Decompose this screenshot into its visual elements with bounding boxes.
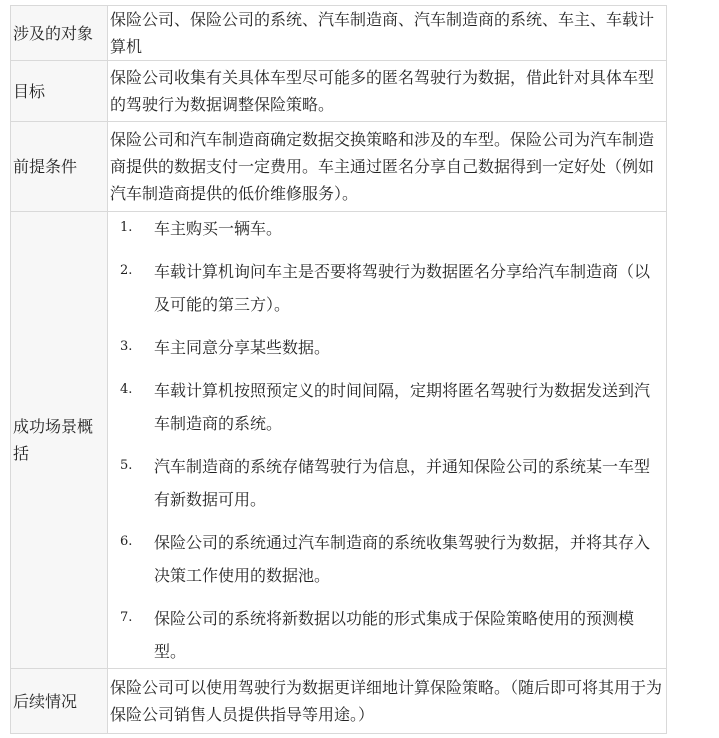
row-label-actors: 涉及的对象 — [11, 6, 108, 61]
list-item — [110, 374, 662, 440]
table-row — [11, 669, 667, 734]
row-content-preconditions: 保险公司和汽车制造商确定数据交换策略和涉及的车型。保险公司为汽车制造商提供的数据支付一定费用。车主通过匿名分享自己数据得到一定好处（例如汽车制造商提供的低价维修服务）。 — [108, 122, 667, 212]
row-label-preconditions: 前提条件 — [11, 122, 108, 212]
table-row — [11, 212, 667, 669]
list-item — [110, 602, 662, 668]
step-text: 汽车制造商的系统存储驾驶行为信息，并通知保险公司的系统某一车型有新数据可用。 — [154, 457, 651, 509]
list-item — [110, 450, 662, 516]
row-content-success-scenario — [108, 212, 667, 669]
table-row — [11, 122, 667, 212]
list-item — [110, 212, 662, 245]
steps-list — [110, 212, 662, 668]
step-text: 保险公司的系统通过汽车制造商的系统收集驾驶行为数据，并将其存入决策工作使用的数据池。 — [154, 533, 651, 585]
row-content-goal: 保险公司收集有关具体车型尽可能多的匿名驾驶行为数据，借此针对具体车型的驾驶行为数据调整保险策略。 — [108, 61, 667, 122]
step-text: 保险公司的系统将新数据以功能的形式集成于保险策略使用的预测模型。 — [154, 609, 635, 661]
list-item — [110, 255, 662, 321]
step-number: 5. — [120, 458, 133, 473]
step-number: 3. — [120, 339, 133, 354]
step-number: 6. — [120, 534, 133, 549]
step-text: 车主购买一辆车。 — [154, 219, 283, 238]
step-number: 7. — [120, 610, 133, 625]
step-number: 4. — [120, 382, 133, 397]
row-content-actors: 保险公司、保险公司的系统、汽车制造商、汽车制造商的系统、车主、车载计算机 — [108, 6, 667, 61]
row-content-postconditions: 保险公司可以使用驾驶行为数据更详细地计算保险策略。（随后即可将其用于为保险公司销售人员提供指导等用途。） — [108, 669, 667, 734]
row-label-goal: 目标 — [11, 61, 108, 122]
step-text: 车主同意分享某些数据。 — [154, 338, 331, 357]
step-text: 车载计算机询问车主是否要将驾驶行为数据匿名分享给汽车制造商（以及可能的第三方）。 — [154, 262, 651, 314]
row-label-success-scenario: 成功场景概括 — [11, 212, 108, 669]
step-text: 车载计算机按照预定义的时间间隔，定期将匿名驾驶行为数据发送到汽车制造商的系统。 — [154, 381, 651, 433]
list-item — [110, 331, 662, 364]
step-number: 1. — [120, 220, 133, 235]
table-row — [11, 61, 667, 122]
row-label-postconditions: 后续情况 — [11, 669, 108, 734]
list-item — [110, 526, 662, 592]
step-number: 2. — [120, 263, 133, 278]
table-row — [11, 6, 667, 61]
use-case-table — [10, 5, 667, 734]
